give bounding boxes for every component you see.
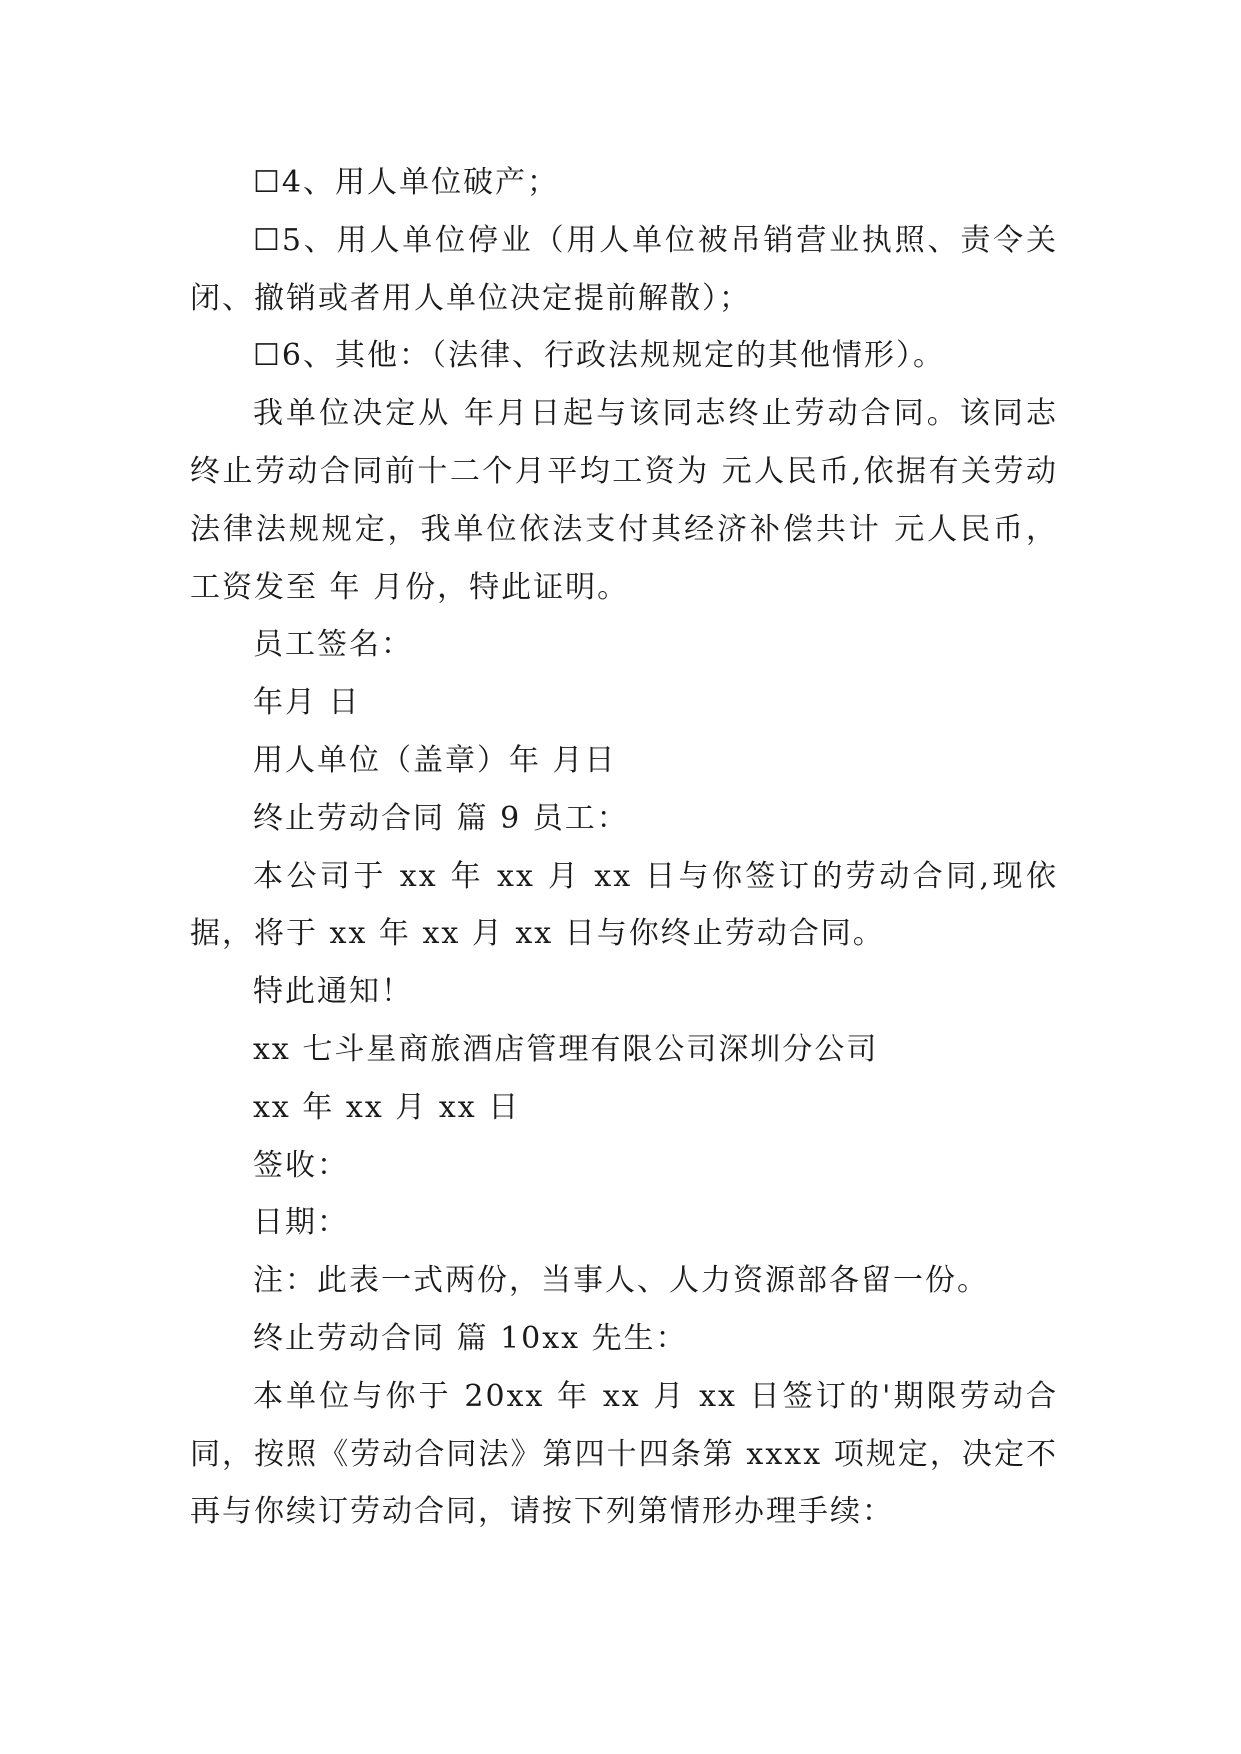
receipt-date-line: 日期：	[253, 1205, 349, 1241]
notice-date-line: xx 年 xx 月 xx 日	[253, 1089, 521, 1125]
non-renewal-paragraph: 本单位与你于 20xx 年 xx 月 xx 日签订的'期限劳动合同，按照《劳动合同法》第四十四条第 xxxx 项规定，决定不再与你续订劳动合同，请按下列第情形办理手续：	[190, 1378, 1058, 1530]
employee-signature-line: 员工签名：	[253, 627, 413, 663]
document-body	[190, 154, 1058, 1541]
section-heading-9: 终止劳动合同 篇 9 员工：	[253, 800, 629, 836]
employee-date-line: 年月 日	[253, 685, 361, 721]
checkbox-item-other: ☐6、其他：（法律、行政法规规定的其他情形）。	[253, 338, 945, 374]
receipt-signature-line: 签收：	[253, 1147, 349, 1183]
section-heading-10: 终止劳动合同 篇 10xx 先生：	[253, 1320, 688, 1356]
employer-seal-date-line: 用人单位（盖章）年 月日	[253, 742, 617, 778]
copies-note: 注：此表一式两份，当事人、人力资源部各留一份。	[253, 1263, 989, 1299]
notice-closing: 特此通知！	[253, 974, 413, 1010]
termination-statement-paragraph: 我单位决定从 年月日起与该同志终止劳动合同。该同志终止劳动合同前十二个月平均工资为 元人民币,依据有关劳动法律法规规定，我单位依法支付其经济补偿共计 元人民币，工资发至 年 月份，特此证明。	[190, 396, 1058, 605]
checkbox-item-suspension: ☐5、用人单位停业（用人单位被吊销营业执照、责令关闭、撤销或者用人单位决定提前解散）；	[190, 222, 1058, 316]
notice-body-paragraph: 本公司于 xx 年 xx 月 xx 日与你签订的劳动合同,现依据，将于 xx 年 xx 月 xx 日与你终止劳动合同。	[190, 858, 1058, 952]
checkbox-item-bankruptcy: ☐4、用人单位破产；	[253, 165, 559, 200]
company-name-line: xx 七斗星商旅酒店管理有限公司深圳分公司	[253, 1031, 879, 1067]
